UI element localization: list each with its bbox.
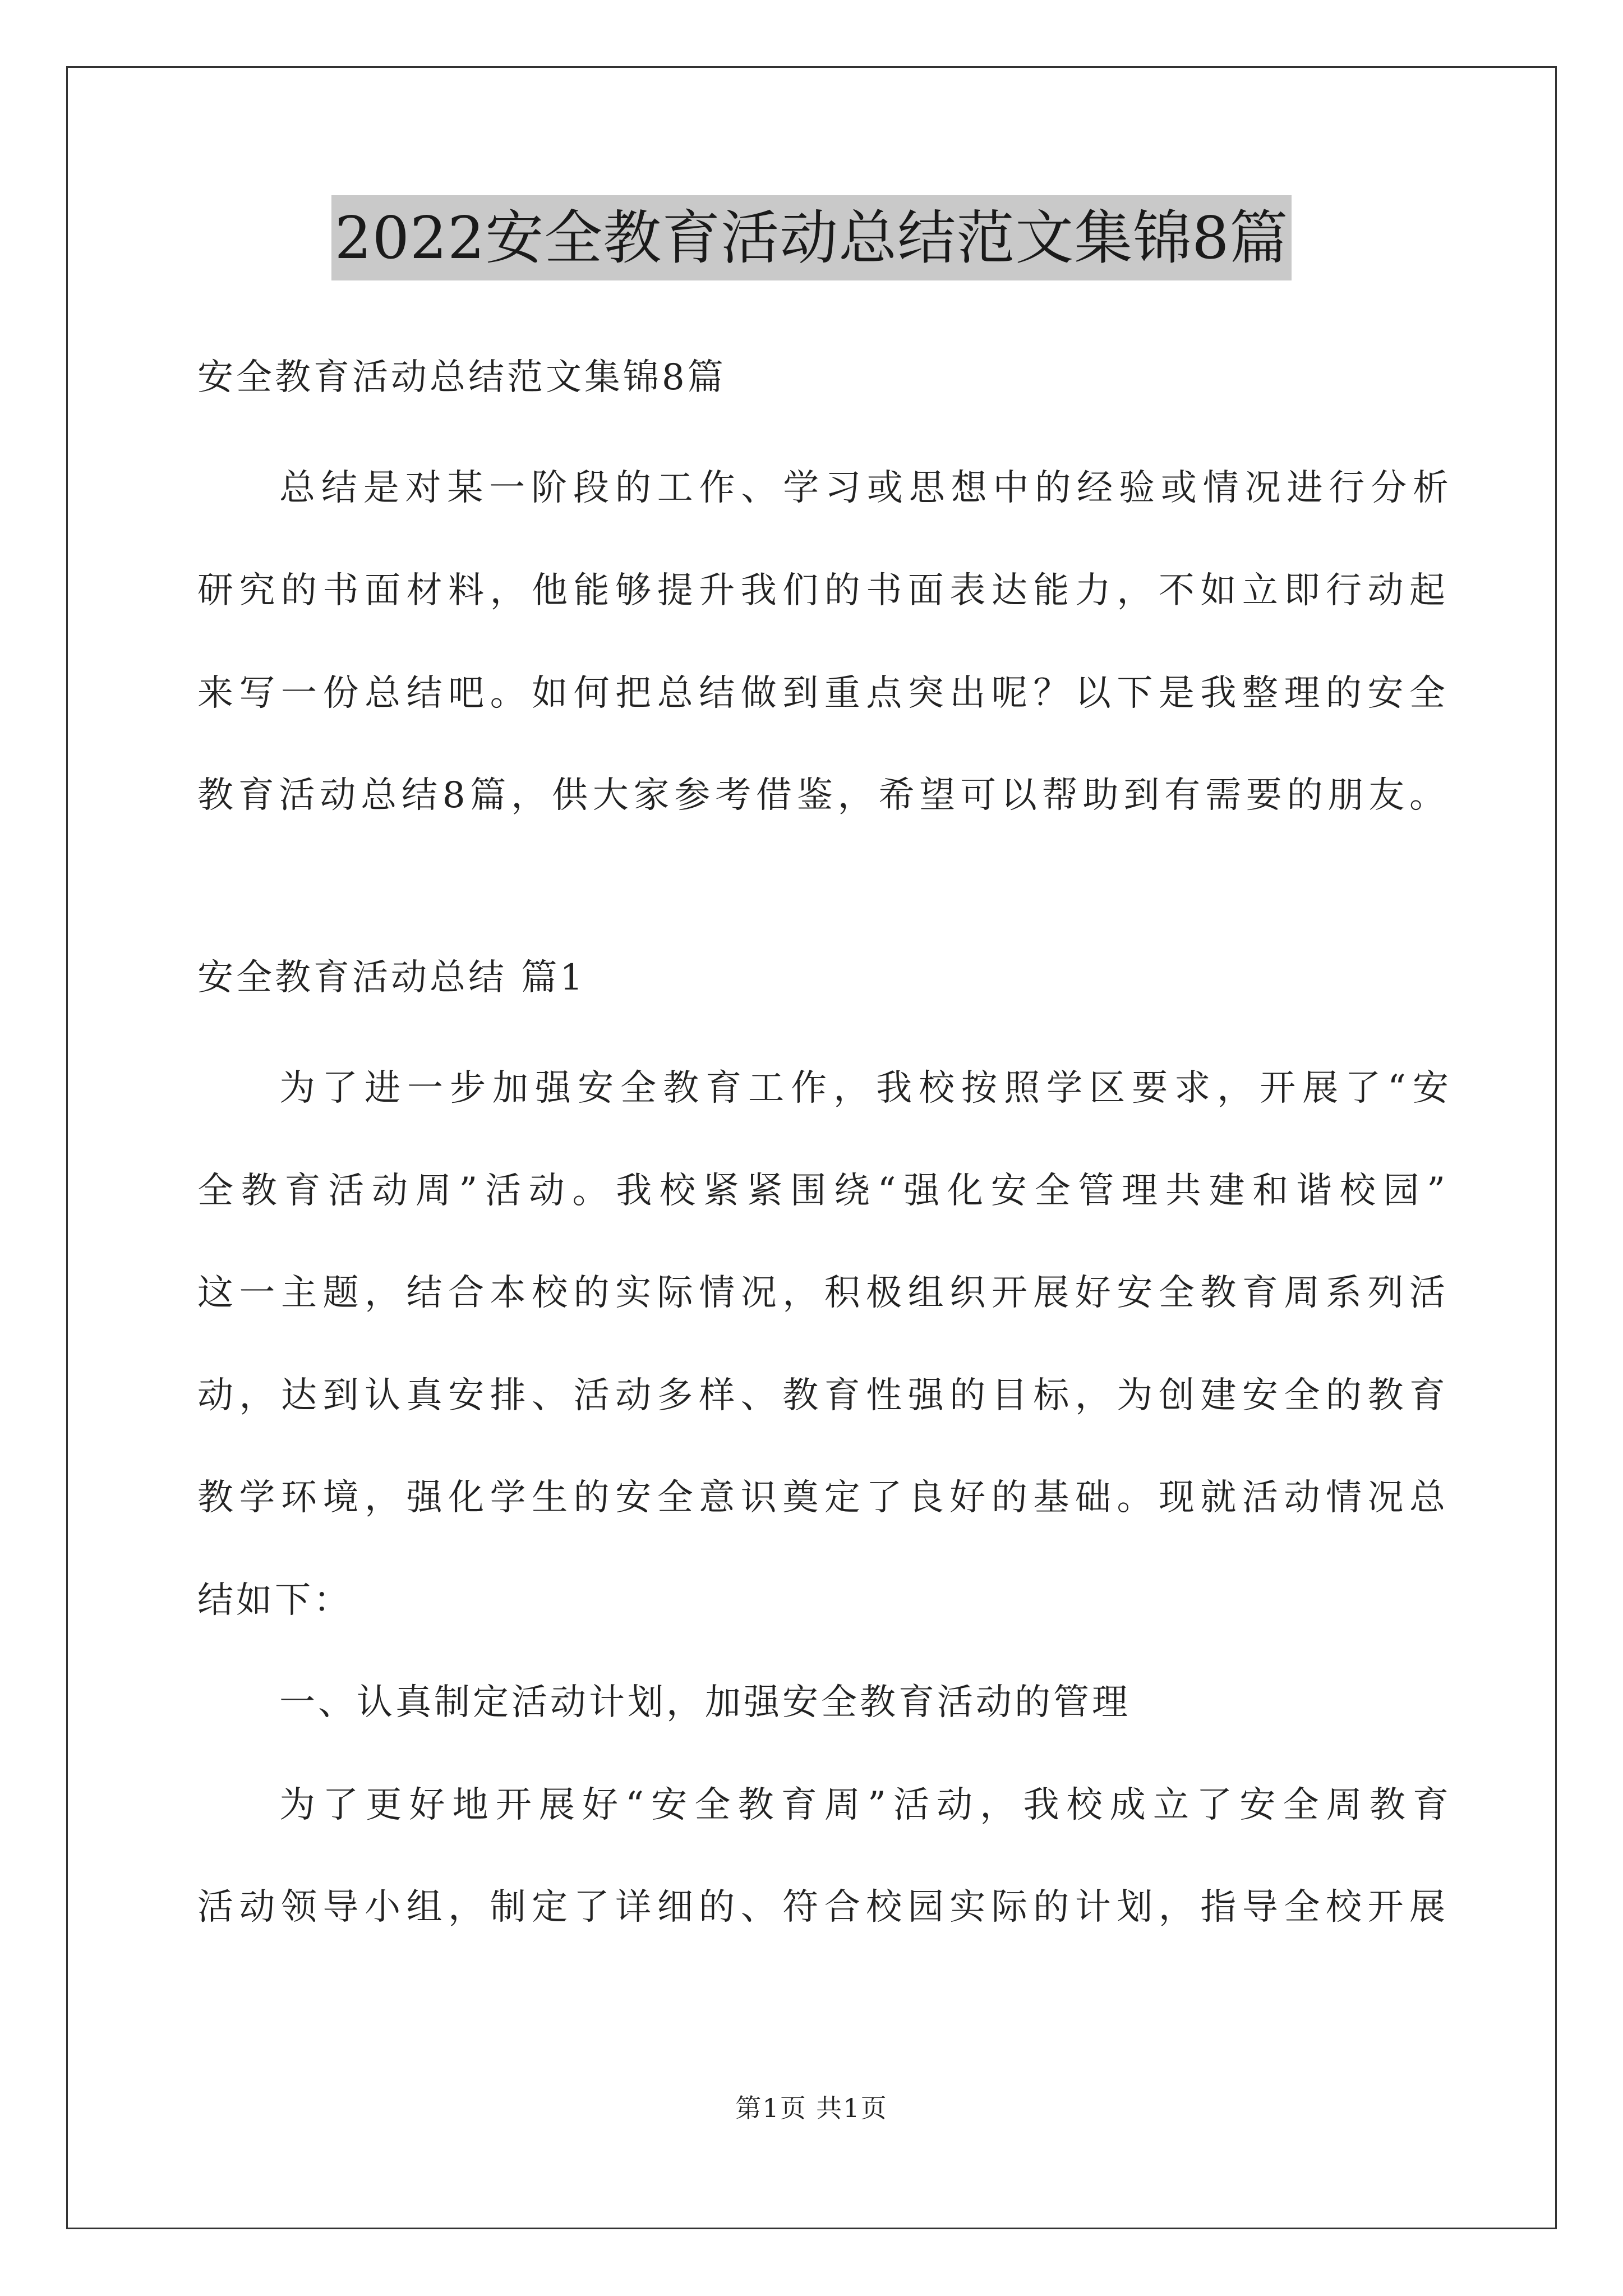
intro-line-4: 教育活动总结8篇，供大家参考借鉴，希望可以帮助到有需要的朋友。 — [197, 775, 1448, 816]
title-container — [0, 195, 1623, 280]
para2-line-1: 为了更好地开展好“安全教育周”活动，我校成立了安全周教育 — [279, 1784, 1451, 1826]
intro-line-2: 研究的书面材料，他能够提升我们的书面表达能力，不如立即行动起 — [197, 570, 1448, 611]
document-subtitle: 安全教育活动总结范文集锦8篇 — [197, 357, 726, 398]
para1-line-3: 这一主题，结合本校的实际情况，积极组织开展好安全教育周系列活 — [197, 1272, 1448, 1314]
para1-line-1: 为了进一步加强安全教育工作，我校按照学区要求，开展了“安 — [279, 1068, 1451, 1109]
para1-line-2: 全教育活动周”活动。我校紧紧围绕“强化安全管理共建和谐校园” — [197, 1170, 1448, 1212]
para1-line-4: 动，达到认真安排、活动多样、教育性强的目标，为创建安全的教育 — [197, 1375, 1448, 1416]
para1-line-6: 结如下： — [197, 1580, 352, 1621]
intro-line-3: 来写一份总结吧。如何把总结做到重点突出呢？以下是我整理的安全 — [197, 673, 1448, 714]
para1-line-5: 教学环境，强化学生的安全意识奠定了良好的基础。现就活动情况总 — [197, 1477, 1448, 1519]
subheading: 一、认真制定活动计划，加强安全教育活动的管理 — [279, 1682, 1131, 1723]
section-heading: 安全教育活动总结 篇1 — [197, 957, 586, 999]
intro-line-1: 总结是对某一阶段的工作、学习或思想中的经验或情况进行分析 — [279, 467, 1451, 509]
para2-line-2: 活动领导小组，制定了详细的、符合校园实际的计划，指导全校开展 — [197, 1887, 1448, 1928]
page-number: 第1页 共1页 — [735, 2093, 888, 2123]
document-title: 2022安全教育活动总结范文集锦8篇 — [331, 195, 1292, 280]
